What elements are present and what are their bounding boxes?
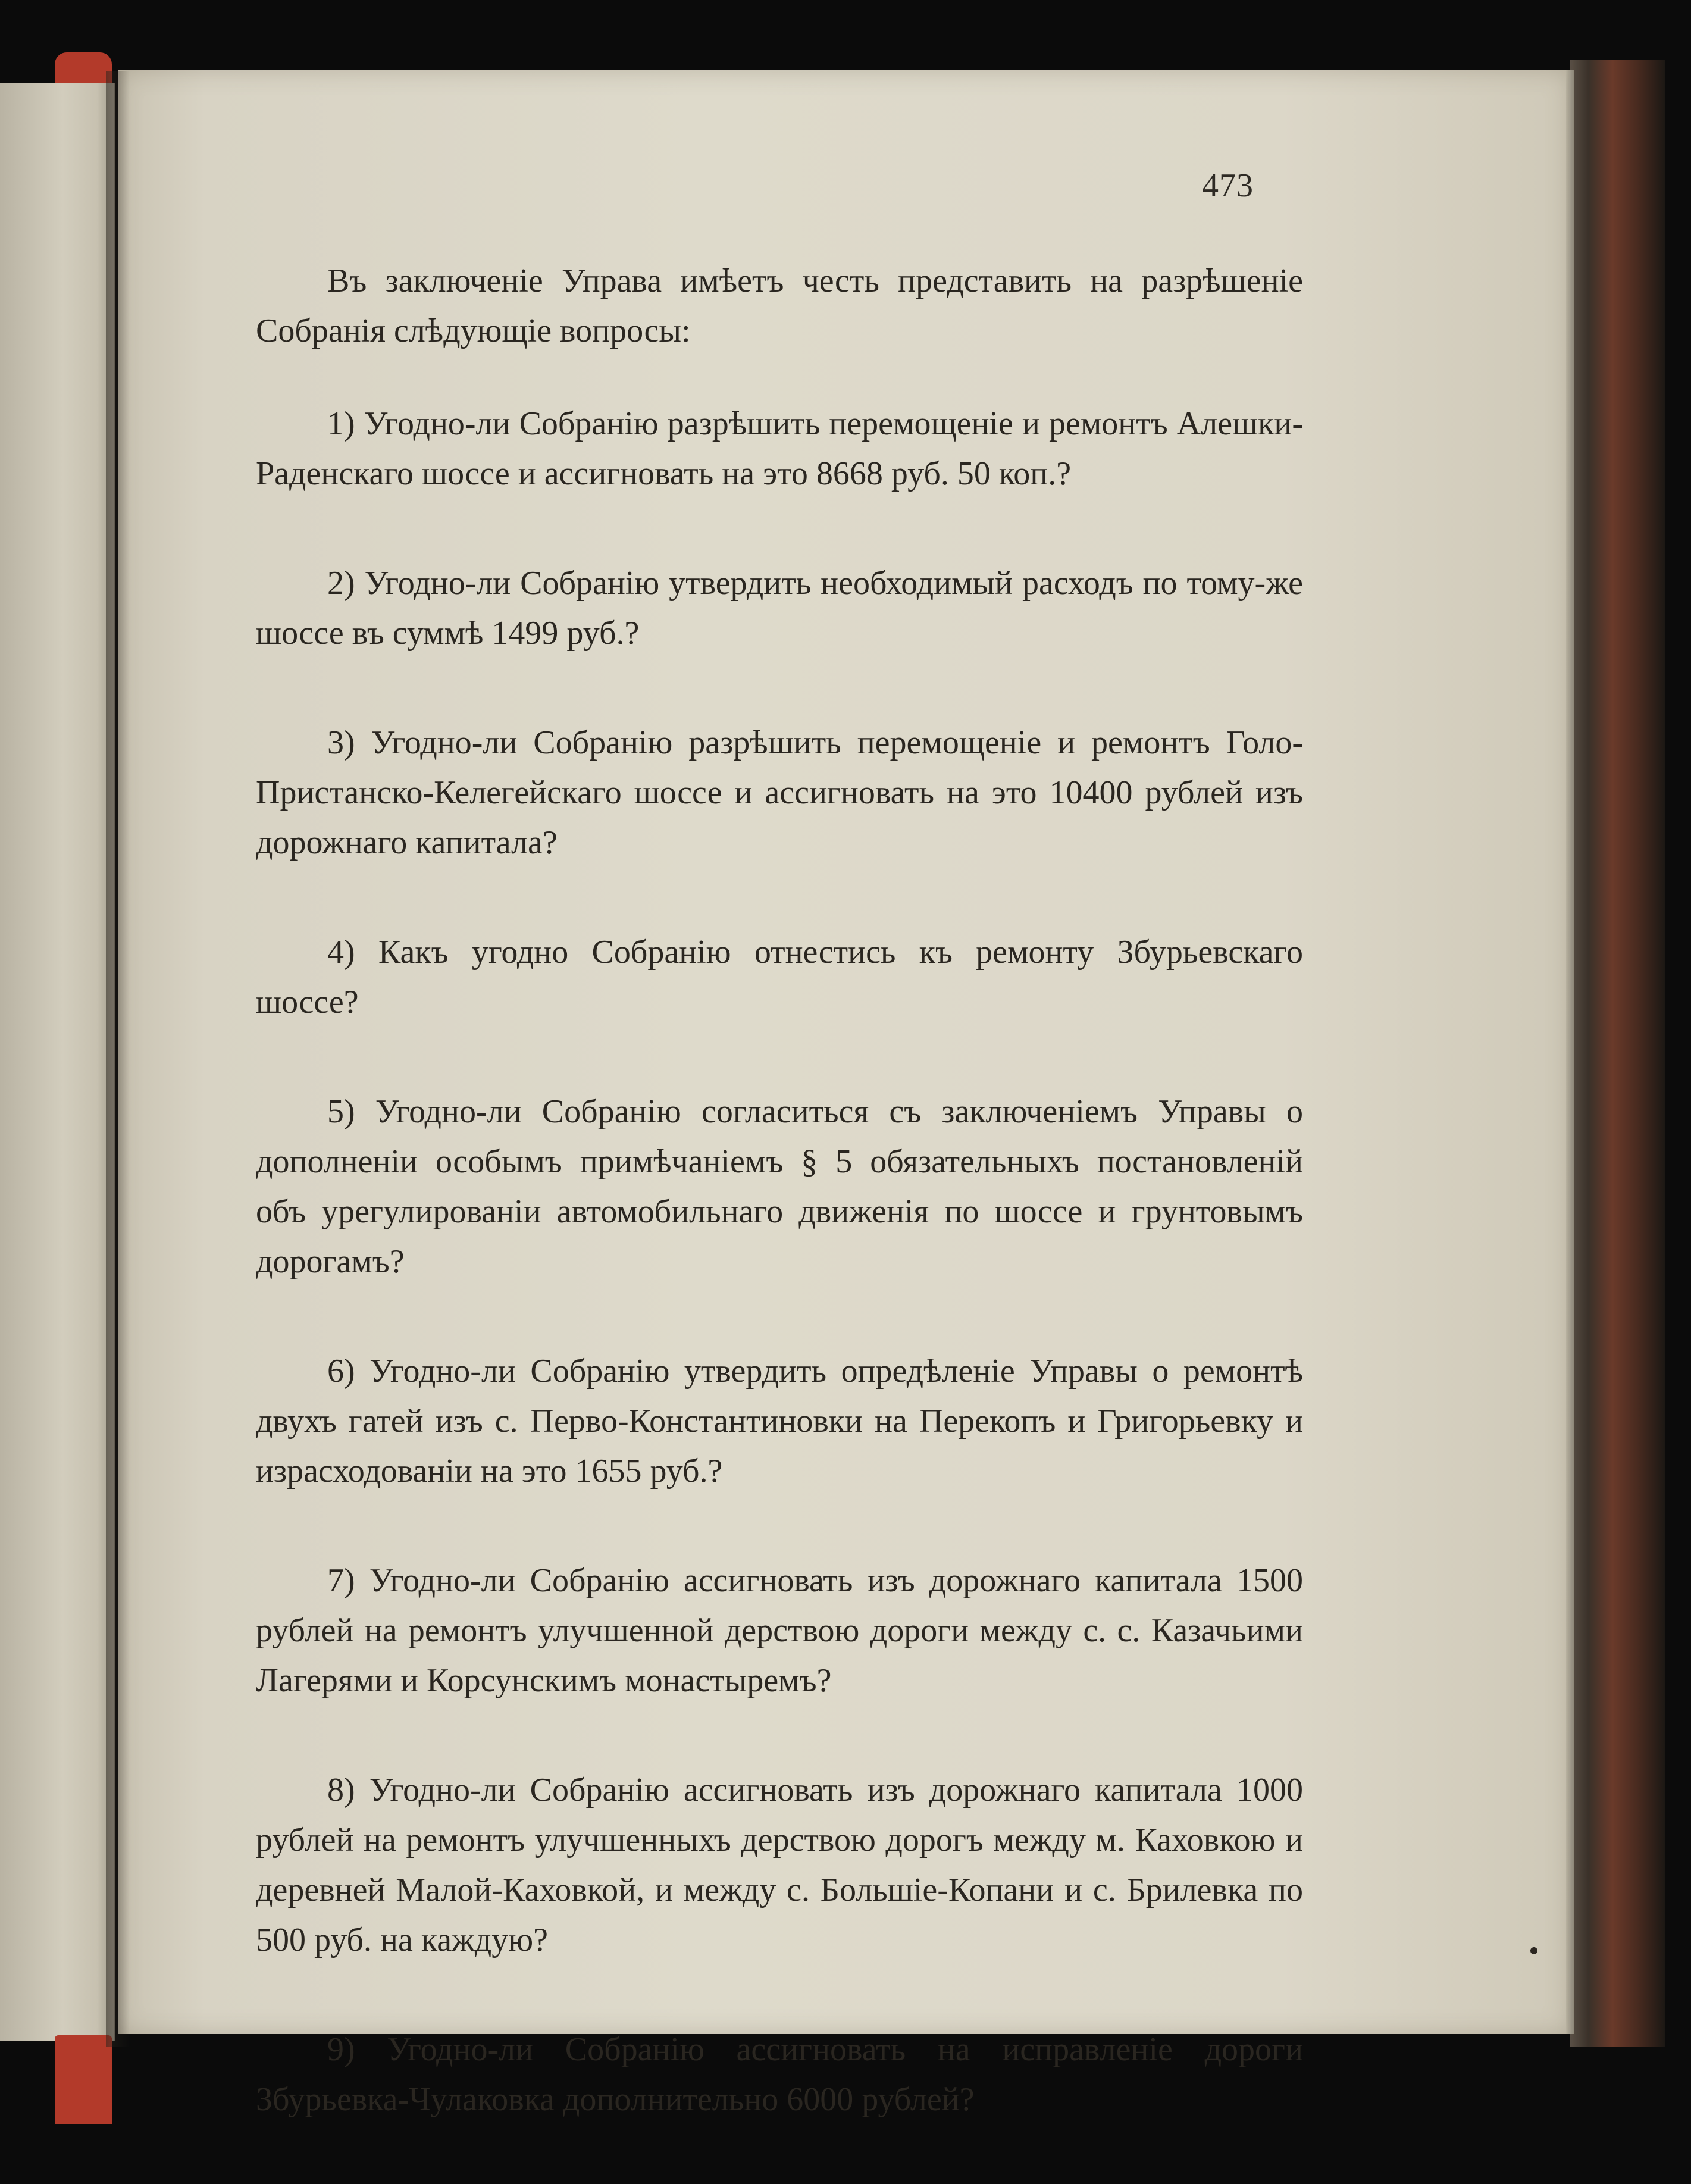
intro-paragraph: Въ заключеніе Управа имѣетъ честь представить на разрѣшеніе Собранія слѣдующіе вопросы: <box>256 262 1303 349</box>
question-7: 7) Угодно-ли Собранію ассигновать изъ дорожнаго капитала 1500 рублей на ремонтъ улучшенной дерствою дороги между с. с. Казачьими Лагерями и Корсунскимъ монастыремъ? <box>256 1562 1303 1699</box>
bookmark-ribbon-bottom <box>55 2035 112 2124</box>
question-3: 3) Угодно-ли Собранію разрѣшить перемощеніе и ремонтъ Голо-Пристанско-Келегейскаго шоссе и ассигновать на это 10400 рублей изъ дорожнаго капитала? <box>256 724 1303 861</box>
question-5: 5) Угодно-ли Собранію согласиться съ заключеніемъ Управы о дополненіи особымъ примѣчаніемъ § 5 обязательныхъ постановленій объ урегулированіи автомобильнаго движенія по шоссе и грунтовымъ дорогамъ? <box>256 1093 1303 1280</box>
question-4: 4) Какъ угодно Собранію отнестись къ ремонту Збурьевскаго шоссе? <box>256 934 1303 1021</box>
question-9: 9) Угодно-ли Собранію ассигновать на исправленіе дороги Збурьевка-Чулаковка дополнительно 6000 рублей? <box>256 2031 1303 2118</box>
ink-speck <box>1530 1947 1537 1954</box>
previous-page-edge <box>0 83 115 2041</box>
gutter-shadow <box>106 71 130 2047</box>
book-binding <box>1570 60 1665 2047</box>
page-body <box>256 256 1303 2184</box>
page-number: 473 <box>1202 167 1254 204</box>
question-8: 8) Угодно-ли Собранію ассигновать изъ дорожнаго капитала 1000 рублей на ремонтъ улучшенныхъ дерствою дорогъ между м. Каховкою и деревней Малой-Каховкой, и между с. Большіе-Копани и с. Брилевка по 500 руб. на каждую? <box>256 1772 1303 1958</box>
page-edge-right <box>1566 70 1574 2034</box>
question-6: 6) Угодно-ли Собранію утвердить опредѣленіе Управы о ремонтѣ двухъ гатей изъ с. Перво-Константиновки на Перекопъ и Григорьевку и израсходованіи на это 1655 руб.? <box>256 1353 1303 1490</box>
question-2: 2) Угодно-ли Собранію утвердить необходимый расходъ по тому-же шоссе въ суммѣ 1499 руб.? <box>256 565 1303 652</box>
question-1: 1) Угодно-ли Собранію разрѣшить перемощеніе и ремонтъ Алешки-Раденскаго шоссе и ассигновать на это 8668 руб. 50 коп.? <box>256 405 1303 492</box>
